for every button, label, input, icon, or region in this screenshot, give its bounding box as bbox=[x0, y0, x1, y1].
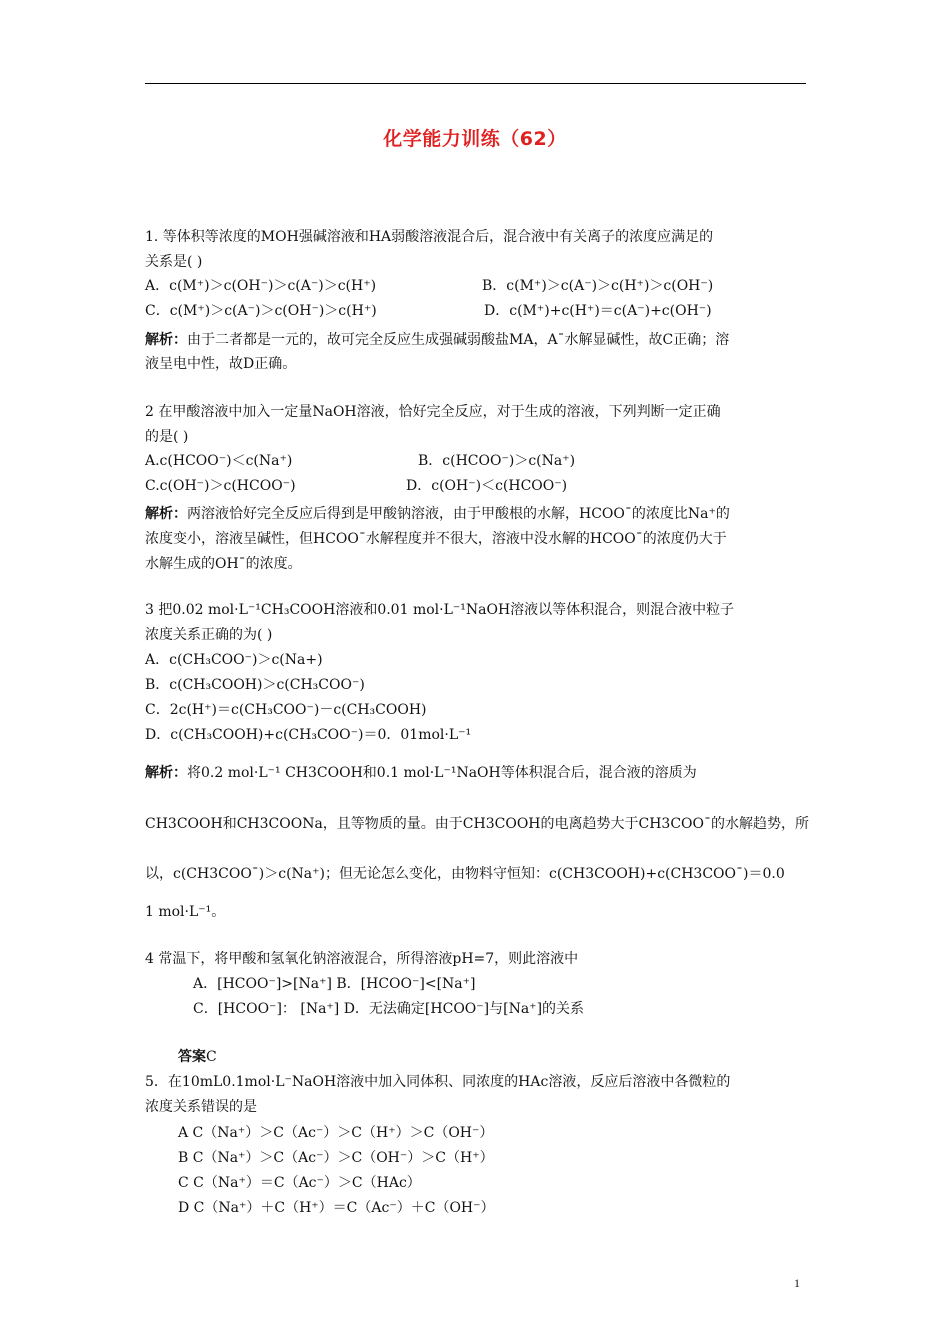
text-line: 解析：两溶液恰好完全反应后得到是甲酸钠溶液，由于甲酸根的水解，HCOO¯的浓度比Na⁺的 bbox=[145, 506, 730, 522]
option-line: A C（Na⁺）＞C（Ac⁻）＞C（H⁺）＞C（OH⁻） bbox=[178, 1125, 494, 1141]
text-line: D．c(CH₃COOH)+c(CH₃COO⁻)＝0．01mol·L⁻¹ bbox=[145, 727, 472, 743]
text-line: 5．在10mL0.1mol·L⁻NaOH溶液中加入同体积、同浓度的HAc溶液，反应后溶液中各微粒的 bbox=[145, 1074, 731, 1090]
text-line: A．c(M⁺)＞c(OH⁻)＞c(A⁻)＞c(H⁺) bbox=[145, 278, 377, 294]
option-line: C C（Na⁺）＝C（Ac⁻）＞C（HAc） bbox=[178, 1175, 421, 1191]
text-line: 1. 等体积等浓度的MOH强碱溶液和HA弱酸溶液混合后，混合液中有关离子的浓度应满足的 bbox=[145, 229, 714, 245]
text-line: 浓度关系正确的为( ) bbox=[145, 627, 273, 643]
option-line: D．c(M⁺)+c(H⁺)＝c(A⁻)+c(OH⁻) bbox=[484, 303, 712, 319]
text-line: 浓度关系错误的是 bbox=[145, 1099, 257, 1115]
text-line: 解析：由于二者都是一元的，故可完全反应生成强碱弱酸盐MA，A¯水解显碱性，故C正确；溶 bbox=[145, 332, 730, 348]
page-number: 1 bbox=[794, 1276, 800, 1290]
analysis-label: 解析： bbox=[145, 506, 187, 522]
header-rule bbox=[145, 83, 806, 84]
analysis-label: 解析： bbox=[145, 765, 187, 781]
text-line: 的是( ) bbox=[145, 429, 189, 445]
page-title: 化学能力训练（62） bbox=[383, 128, 567, 150]
option-line: D C（Na⁺）＋C（H⁺）＝C（Ac⁻）＋C（OH⁻） bbox=[178, 1200, 495, 1216]
text-line: 4 常温下，将甲酸和氢氧化钠溶液混合，所得溶液pH=7，则此溶液中 bbox=[145, 951, 579, 967]
text-line: 浓度变小，溶液呈碱性，但HCOO¯水解程度并不很大，溶液中没水解的HCOO¯的浓度仍大于 bbox=[145, 531, 727, 547]
option-line: C．[HCOO⁻]： [Na⁺] D．无法确定[HCOO⁻]与[Na⁺]的关系 bbox=[193, 1001, 585, 1017]
text-line: A.c(HCOO⁻)＜c(Na⁺) bbox=[145, 453, 293, 469]
text-line: 答案C bbox=[178, 1049, 217, 1065]
text-line: 解析：将0.2 mol·L⁻¹ CH3COOH和0.1 mol·L⁻¹NaOH等体积混合后，混合液的溶质为 bbox=[145, 765, 697, 781]
option-line: D．c(OH⁻)＜c(HCOO⁻) bbox=[406, 478, 568, 494]
text-line: 2 在甲酸溶液中加入一定量NaOH溶液，恰好完全反应，对于生成的溶液，下列判断一定正确 bbox=[145, 404, 721, 420]
text-line: 水解生成的OH¯的浓度。 bbox=[145, 556, 302, 572]
text-line: CH3COOH和CH3COONa，且等物质的量。由于CH3COOH的电离趋势大于CH3COO¯的水解趋势，所 bbox=[145, 816, 809, 832]
text-line: C．2c(H⁺)＝c(CH₃COO⁻)－c(CH₃COOH) bbox=[145, 702, 427, 718]
text-line: C.c(OH⁻)＞c(HCOO⁻) bbox=[145, 478, 296, 494]
text-line: 3 把0.02 mol·L⁻¹CH₃COOH溶液和0.01 mol·L⁻¹NaOH溶液以等体积混合，则混合液中粒子 bbox=[145, 602, 735, 618]
analysis-label: 答案 bbox=[178, 1049, 206, 1065]
text-line: B．c(CH₃COOH)＞c(CH₃COO⁻) bbox=[145, 677, 365, 693]
text-line: 以，c(CH3COO¯)＞c(Na⁺)；但无论怎么变化，由物料守恒知：c(CH3COOH)+c(CH3COO¯)＝0.0 bbox=[145, 866, 785, 882]
option-line: B．c(HCOO⁻)＞c(Na⁺) bbox=[418, 453, 576, 469]
option-line: A．[HCOO⁻]>[Na⁺] B．[HCOO⁻]<[Na⁺] bbox=[193, 976, 476, 992]
option-line: B．c(M⁺)＞c(A⁻)＞c(H⁺)＞c(OH⁻) bbox=[482, 278, 714, 294]
text-line: A．c(CH₃COO⁻)＞c(Na+) bbox=[145, 652, 323, 668]
text-line: 液呈电中性，故D正确。 bbox=[145, 356, 297, 372]
analysis-label: 解析： bbox=[145, 332, 187, 348]
option-line: B C（Na⁺）＞C（Ac⁻）＞C（OH⁻）＞C（H⁺） bbox=[178, 1150, 494, 1166]
text-line: C．c(M⁺)＞c(A⁻)＞c(OH⁻)＞c(H⁺) bbox=[145, 303, 377, 319]
text-line: 关系是( ) bbox=[145, 254, 203, 270]
text-line: 1 mol·L⁻¹。 bbox=[145, 904, 226, 920]
